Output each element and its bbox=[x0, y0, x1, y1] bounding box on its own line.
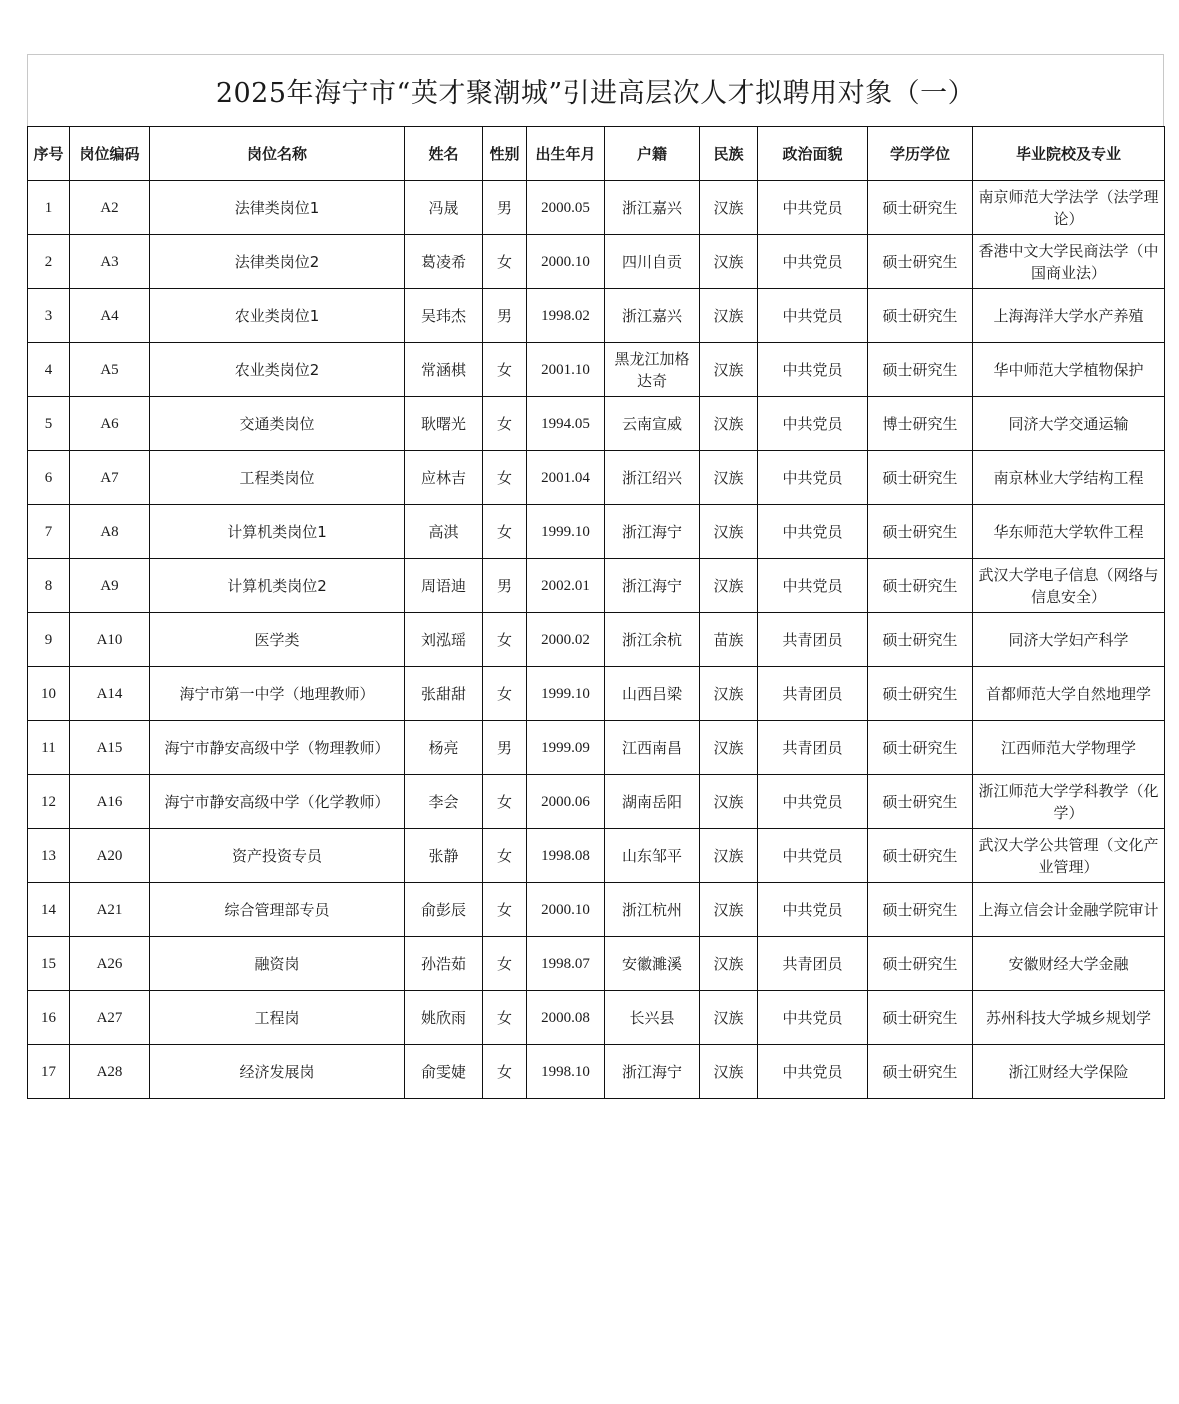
table-row bbox=[28, 991, 1165, 1045]
cell-seq: 15 bbox=[28, 937, 70, 991]
cell-seq: 8 bbox=[28, 559, 70, 613]
table-row bbox=[28, 559, 1165, 613]
cell-household: 浙江嘉兴 bbox=[605, 289, 700, 343]
cell-post-name: 海宁市静安高级中学（物理教师） bbox=[150, 721, 405, 775]
cell-household: 山西吕梁 bbox=[605, 667, 700, 721]
cell-ethnicity: 苗族 bbox=[700, 613, 758, 667]
cell-gender: 女 bbox=[483, 343, 527, 397]
cell-ethnicity: 汉族 bbox=[700, 505, 758, 559]
column-header-degree: 学历学位 bbox=[868, 127, 973, 181]
cell-birth: 2000.02 bbox=[527, 613, 605, 667]
cell-post-code: A15 bbox=[70, 721, 150, 775]
cell-birth: 2002.01 bbox=[527, 559, 605, 613]
cell-seq: 17 bbox=[28, 1045, 70, 1099]
table-row bbox=[28, 451, 1165, 505]
cell-household: 云南宣威 bbox=[605, 397, 700, 451]
cell-ethnicity: 汉族 bbox=[700, 721, 758, 775]
candidate-table bbox=[27, 126, 1165, 1099]
table-row bbox=[28, 181, 1165, 235]
cell-post-code: A4 bbox=[70, 289, 150, 343]
cell-seq: 16 bbox=[28, 991, 70, 1045]
table-row bbox=[28, 343, 1165, 397]
cell-political-status: 中共党员 bbox=[758, 235, 868, 289]
cell-name: 俞雯婕 bbox=[405, 1045, 483, 1099]
table-row bbox=[28, 667, 1165, 721]
cell-gender: 男 bbox=[483, 289, 527, 343]
table-row bbox=[28, 775, 1165, 829]
cell-seq: 3 bbox=[28, 289, 70, 343]
cell-political-status: 中共党员 bbox=[758, 775, 868, 829]
cell-school-major: 上海立信会计金融学院审计 bbox=[973, 883, 1165, 937]
table-row bbox=[28, 235, 1165, 289]
cell-degree: 硕士研究生 bbox=[868, 235, 973, 289]
cell-political-status: 中共党员 bbox=[758, 451, 868, 505]
cell-degree: 硕士研究生 bbox=[868, 505, 973, 559]
table-row bbox=[28, 829, 1165, 883]
cell-birth: 1998.07 bbox=[527, 937, 605, 991]
cell-degree: 硕士研究生 bbox=[868, 613, 973, 667]
cell-post-name: 海宁市静安高级中学（化学教师） bbox=[150, 775, 405, 829]
cell-household: 黑龙江加格达奇 bbox=[605, 343, 700, 397]
cell-post-name: 工程类岗位 bbox=[150, 451, 405, 505]
cell-birth: 1998.08 bbox=[527, 829, 605, 883]
cell-name: 耿曙光 bbox=[405, 397, 483, 451]
cell-ethnicity: 汉族 bbox=[700, 667, 758, 721]
cell-post-code: A28 bbox=[70, 1045, 150, 1099]
cell-school-major: 华东师范大学软件工程 bbox=[973, 505, 1165, 559]
column-header-name: 姓名 bbox=[405, 127, 483, 181]
cell-seq: 5 bbox=[28, 397, 70, 451]
table-row bbox=[28, 1045, 1165, 1099]
cell-birth: 2000.06 bbox=[527, 775, 605, 829]
cell-name: 孙浩茹 bbox=[405, 937, 483, 991]
cell-political-status: 共青团员 bbox=[758, 667, 868, 721]
cell-post-code: A6 bbox=[70, 397, 150, 451]
cell-seq: 7 bbox=[28, 505, 70, 559]
cell-ethnicity: 汉族 bbox=[700, 829, 758, 883]
cell-school-major: 香港中文大学民商法学（中国商业法） bbox=[973, 235, 1165, 289]
cell-household: 湖南岳阳 bbox=[605, 775, 700, 829]
cell-birth: 2000.08 bbox=[527, 991, 605, 1045]
cell-political-status: 中共党员 bbox=[758, 559, 868, 613]
cell-seq: 2 bbox=[28, 235, 70, 289]
cell-gender: 女 bbox=[483, 775, 527, 829]
cell-post-code: A10 bbox=[70, 613, 150, 667]
cell-post-code: A2 bbox=[70, 181, 150, 235]
cell-gender: 女 bbox=[483, 397, 527, 451]
cell-post-name: 法律类岗位2 bbox=[150, 235, 405, 289]
cell-name: 高淇 bbox=[405, 505, 483, 559]
cell-household: 浙江杭州 bbox=[605, 883, 700, 937]
cell-post-code: A16 bbox=[70, 775, 150, 829]
cell-degree: 硕士研究生 bbox=[868, 991, 973, 1045]
cell-post-name: 资产投资专员 bbox=[150, 829, 405, 883]
cell-birth: 2000.10 bbox=[527, 235, 605, 289]
cell-gender: 女 bbox=[483, 937, 527, 991]
cell-post-name: 计算机类岗位1 bbox=[150, 505, 405, 559]
cell-ethnicity: 汉族 bbox=[700, 451, 758, 505]
cell-birth: 1998.02 bbox=[527, 289, 605, 343]
cell-degree: 硕士研究生 bbox=[868, 451, 973, 505]
cell-degree: 硕士研究生 bbox=[868, 181, 973, 235]
cell-seq: 10 bbox=[28, 667, 70, 721]
cell-gender: 女 bbox=[483, 883, 527, 937]
table-row bbox=[28, 883, 1165, 937]
table-row bbox=[28, 397, 1165, 451]
cell-post-name: 融资岗 bbox=[150, 937, 405, 991]
cell-degree: 硕士研究生 bbox=[868, 1045, 973, 1099]
cell-household: 浙江余杭 bbox=[605, 613, 700, 667]
cell-household: 浙江绍兴 bbox=[605, 451, 700, 505]
cell-post-name: 法律类岗位1 bbox=[150, 181, 405, 235]
cell-post-name: 工程岗 bbox=[150, 991, 405, 1045]
cell-school-major: 苏州科技大学城乡规划学 bbox=[973, 991, 1165, 1045]
cell-post-name: 交通类岗位 bbox=[150, 397, 405, 451]
cell-post-code: A9 bbox=[70, 559, 150, 613]
cell-degree: 硕士研究生 bbox=[868, 883, 973, 937]
cell-household: 江西南昌 bbox=[605, 721, 700, 775]
cell-degree: 硕士研究生 bbox=[868, 667, 973, 721]
table-header-row bbox=[28, 127, 1165, 181]
column-header-ethnicity: 民族 bbox=[700, 127, 758, 181]
cell-seq: 14 bbox=[28, 883, 70, 937]
cell-gender: 女 bbox=[483, 667, 527, 721]
cell-name: 俞彭辰 bbox=[405, 883, 483, 937]
cell-gender: 男 bbox=[483, 559, 527, 613]
cell-degree: 硕士研究生 bbox=[868, 343, 973, 397]
cell-household: 四川自贡 bbox=[605, 235, 700, 289]
cell-gender: 女 bbox=[483, 991, 527, 1045]
cell-seq: 6 bbox=[28, 451, 70, 505]
cell-political-status: 中共党员 bbox=[758, 829, 868, 883]
cell-seq: 11 bbox=[28, 721, 70, 775]
cell-name: 冯晟 bbox=[405, 181, 483, 235]
cell-gender: 女 bbox=[483, 505, 527, 559]
cell-ethnicity: 汉族 bbox=[700, 991, 758, 1045]
column-header-political-status: 政治面貌 bbox=[758, 127, 868, 181]
cell-name: 张静 bbox=[405, 829, 483, 883]
cell-name: 吴玮杰 bbox=[405, 289, 483, 343]
cell-household: 山东邹平 bbox=[605, 829, 700, 883]
cell-name: 常涵棋 bbox=[405, 343, 483, 397]
cell-school-major: 江西师范大学物理学 bbox=[973, 721, 1165, 775]
cell-school-major: 浙江师范大学学科教学（化学） bbox=[973, 775, 1165, 829]
table-row bbox=[28, 289, 1165, 343]
cell-political-status: 中共党员 bbox=[758, 289, 868, 343]
cell-ethnicity: 汉族 bbox=[700, 181, 758, 235]
cell-post-code: A3 bbox=[70, 235, 150, 289]
cell-post-code: A8 bbox=[70, 505, 150, 559]
cell-ethnicity: 汉族 bbox=[700, 397, 758, 451]
cell-name: 张甜甜 bbox=[405, 667, 483, 721]
cell-degree: 硕士研究生 bbox=[868, 775, 973, 829]
cell-political-status: 共青团员 bbox=[758, 721, 868, 775]
page-title: 2025年海宁市“英才聚潮城”引进高层次人才拟聘用对象（一） bbox=[27, 54, 1164, 126]
cell-gender: 女 bbox=[483, 829, 527, 883]
cell-school-major: 浙江财经大学保险 bbox=[973, 1045, 1165, 1099]
cell-birth: 2001.10 bbox=[527, 343, 605, 397]
cell-household: 浙江海宁 bbox=[605, 505, 700, 559]
cell-school-major: 武汉大学公共管理（文化产业管理） bbox=[973, 829, 1165, 883]
cell-degree: 硕士研究生 bbox=[868, 289, 973, 343]
cell-post-code: A14 bbox=[70, 667, 150, 721]
cell-birth: 1999.10 bbox=[527, 505, 605, 559]
cell-school-major: 同济大学交通运输 bbox=[973, 397, 1165, 451]
cell-school-major: 安徽财经大学金融 bbox=[973, 937, 1165, 991]
cell-name: 杨亮 bbox=[405, 721, 483, 775]
cell-post-code: A21 bbox=[70, 883, 150, 937]
cell-seq: 1 bbox=[28, 181, 70, 235]
cell-gender: 女 bbox=[483, 451, 527, 505]
cell-gender: 男 bbox=[483, 721, 527, 775]
cell-birth: 1999.09 bbox=[527, 721, 605, 775]
cell-post-name: 农业类岗位1 bbox=[150, 289, 405, 343]
cell-name: 刘泓瑶 bbox=[405, 613, 483, 667]
table-row bbox=[28, 613, 1165, 667]
cell-political-status: 中共党员 bbox=[758, 181, 868, 235]
cell-seq: 4 bbox=[28, 343, 70, 397]
document-sheet bbox=[27, 54, 1164, 1099]
cell-post-name: 经济发展岗 bbox=[150, 1045, 405, 1099]
cell-political-status: 中共党员 bbox=[758, 1045, 868, 1099]
cell-ethnicity: 汉族 bbox=[700, 775, 758, 829]
cell-name: 李会 bbox=[405, 775, 483, 829]
cell-seq: 13 bbox=[28, 829, 70, 883]
cell-degree: 博士研究生 bbox=[868, 397, 973, 451]
table-row bbox=[28, 721, 1165, 775]
cell-ethnicity: 汉族 bbox=[700, 1045, 758, 1099]
cell-degree: 硕士研究生 bbox=[868, 937, 973, 991]
cell-school-major: 首都师范大学自然地理学 bbox=[973, 667, 1165, 721]
cell-degree: 硕士研究生 bbox=[868, 829, 973, 883]
cell-seq: 12 bbox=[28, 775, 70, 829]
cell-name: 周语迪 bbox=[405, 559, 483, 613]
cell-post-name: 海宁市第一中学（地理教师） bbox=[150, 667, 405, 721]
table-body bbox=[28, 181, 1165, 1099]
cell-birth: 1999.10 bbox=[527, 667, 605, 721]
cell-household: 浙江海宁 bbox=[605, 1045, 700, 1099]
table-row bbox=[28, 505, 1165, 559]
cell-gender: 女 bbox=[483, 1045, 527, 1099]
cell-political-status: 中共党员 bbox=[758, 883, 868, 937]
column-header-household: 户籍 bbox=[605, 127, 700, 181]
cell-gender: 女 bbox=[483, 613, 527, 667]
column-header-post-code: 岗位编码 bbox=[70, 127, 150, 181]
cell-post-name: 计算机类岗位2 bbox=[150, 559, 405, 613]
column-header-post-name: 岗位名称 bbox=[150, 127, 405, 181]
cell-school-major: 上海海洋大学水产养殖 bbox=[973, 289, 1165, 343]
cell-degree: 硕士研究生 bbox=[868, 559, 973, 613]
cell-name: 应林吉 bbox=[405, 451, 483, 505]
cell-household: 浙江海宁 bbox=[605, 559, 700, 613]
cell-post-code: A26 bbox=[70, 937, 150, 991]
cell-post-code: A27 bbox=[70, 991, 150, 1045]
cell-name: 姚欣雨 bbox=[405, 991, 483, 1045]
cell-school-major: 华中师范大学植物保护 bbox=[973, 343, 1165, 397]
cell-political-status: 中共党员 bbox=[758, 991, 868, 1045]
cell-ethnicity: 汉族 bbox=[700, 559, 758, 613]
cell-political-status: 共青团员 bbox=[758, 613, 868, 667]
cell-seq: 9 bbox=[28, 613, 70, 667]
cell-birth: 2000.05 bbox=[527, 181, 605, 235]
cell-gender: 女 bbox=[483, 235, 527, 289]
cell-school-major: 武汉大学电子信息（网络与信息安全） bbox=[973, 559, 1165, 613]
column-header-birth: 出生年月 bbox=[527, 127, 605, 181]
cell-ethnicity: 汉族 bbox=[700, 235, 758, 289]
cell-political-status: 共青团员 bbox=[758, 937, 868, 991]
cell-political-status: 中共党员 bbox=[758, 505, 868, 559]
column-header-school-major: 毕业院校及专业 bbox=[973, 127, 1165, 181]
cell-school-major: 同济大学妇产科学 bbox=[973, 613, 1165, 667]
cell-post-name: 农业类岗位2 bbox=[150, 343, 405, 397]
cell-post-name: 医学类 bbox=[150, 613, 405, 667]
cell-school-major: 南京林业大学结构工程 bbox=[973, 451, 1165, 505]
cell-post-name: 综合管理部专员 bbox=[150, 883, 405, 937]
cell-post-code: A20 bbox=[70, 829, 150, 883]
cell-household: 长兴县 bbox=[605, 991, 700, 1045]
cell-post-code: A5 bbox=[70, 343, 150, 397]
cell-post-code: A7 bbox=[70, 451, 150, 505]
cell-birth: 2000.10 bbox=[527, 883, 605, 937]
cell-household: 安徽濉溪 bbox=[605, 937, 700, 991]
cell-household: 浙江嘉兴 bbox=[605, 181, 700, 235]
cell-ethnicity: 汉族 bbox=[700, 343, 758, 397]
cell-birth: 1998.10 bbox=[527, 1045, 605, 1099]
cell-political-status: 中共党员 bbox=[758, 343, 868, 397]
cell-gender: 男 bbox=[483, 181, 527, 235]
cell-ethnicity: 汉族 bbox=[700, 883, 758, 937]
cell-name: 葛凌希 bbox=[405, 235, 483, 289]
cell-ethnicity: 汉族 bbox=[700, 937, 758, 991]
column-header-gender: 性别 bbox=[483, 127, 527, 181]
cell-birth: 2001.04 bbox=[527, 451, 605, 505]
cell-ethnicity: 汉族 bbox=[700, 289, 758, 343]
cell-political-status: 中共党员 bbox=[758, 397, 868, 451]
table-row bbox=[28, 937, 1165, 991]
cell-degree: 硕士研究生 bbox=[868, 721, 973, 775]
column-header-seq: 序号 bbox=[28, 127, 70, 181]
cell-school-major: 南京师范大学法学（法学理论） bbox=[973, 181, 1165, 235]
cell-birth: 1994.05 bbox=[527, 397, 605, 451]
